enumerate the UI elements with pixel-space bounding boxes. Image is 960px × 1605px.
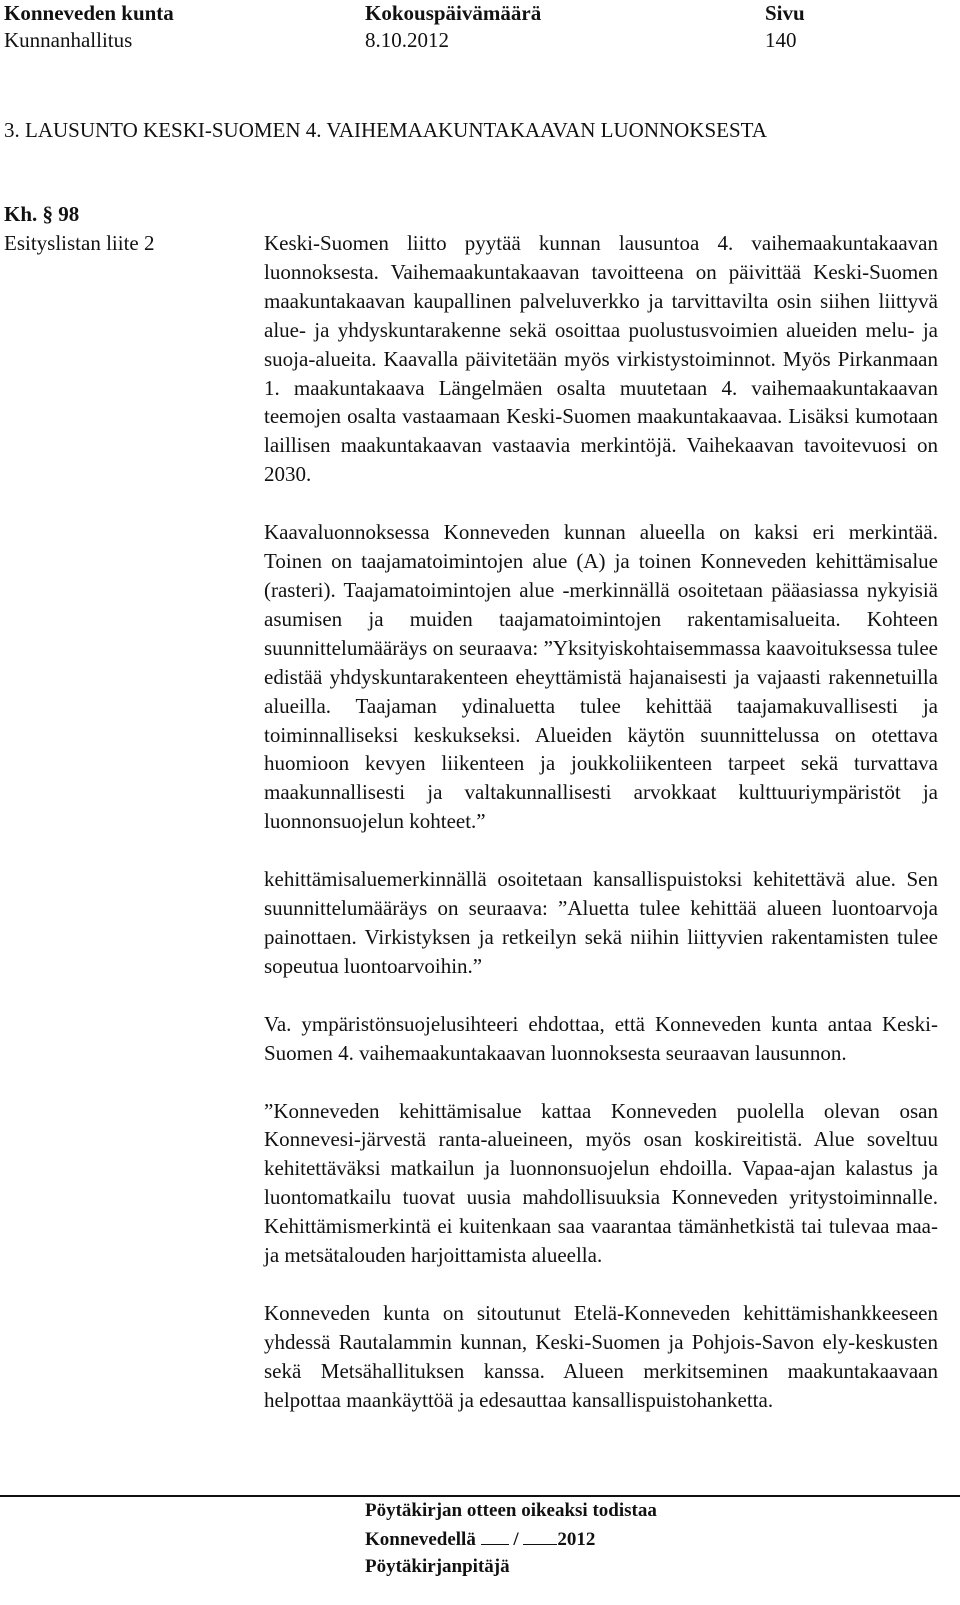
certification-line: Pöytäkirjan otteen oikeaksi todistaa (365, 1500, 657, 1521)
body-paragraph: Konneveden kunta on sitoutunut Etelä-Konneveden kehittämishankkeeseen yhdessä Rautalammin kunnan, Keski-Suomen ja Pohjois-Savon ely-keskusten sekä Metsähallituksen kanssa. Alueen merkitseminen maakuntakaavaan helpottaa maankäyttöä ja edesauttaa kansallispuistohanketta. (264, 1301, 938, 1412)
place-date-line (365, 1528, 595, 1551)
place-name: Konnevedellä (365, 1529, 476, 1550)
day-blank (481, 1528, 509, 1545)
attachment-reference: Esityslistan liite 2 (4, 231, 155, 255)
municipality-name: Konneveden kunta (4, 1, 174, 25)
page-label: Sivu (765, 1, 805, 25)
signer-title: Pöytäkirjanpitäjä (365, 1556, 510, 1577)
year-value: 2012 (557, 1529, 596, 1550)
minutes-body (264, 229, 938, 1415)
page-number: 140 (765, 28, 797, 52)
month-blank (523, 1528, 557, 1545)
body-paragraph: ”Konneveden kehittämisalue kattaa Konneveden puolella olevan osan Konnevesi-järvestä ranta-alueineen, myös osan koskireitistä. Alue soveltuu kehitettäväksi matkailun ja luonnonsuojelun ehdoilla. Vapaa-ajan kalastus ja luontomatkailu tuovat uusia mahdollisuuksia Konneveden yritystoiminnalle. Kehittämismerkintä ei kuitenkaan saa vaarantaa tämänhetkistä tai tulevaa maa- ja metsätalouden harjoittamista alueella. (264, 1098, 938, 1268)
body-paragraph: Va. ympäristönsuojelusihteeri ehdottaa, että Konneveden kunta antaa Keski-Suomen 4. vaihemaakuntakaavan luonnoksesta seuraavan lausunnon. (264, 1011, 938, 1065)
organ-name: Kunnanhallitus (4, 28, 133, 52)
section-title: 3. LAUSUNTO KESKI-SUOMEN 4. VAIHEMAAKUNTAKAAVAN LUONNOKSESTA (4, 118, 767, 142)
date-separator: / (513, 1529, 519, 1550)
paragraph-reference: Kh. § 98 (4, 202, 80, 226)
footer-divider (0, 1495, 960, 1497)
meeting-date-label: Kokouspäivämäärä (365, 1, 542, 25)
body-paragraph: kehittämisaluemerkinnällä osoitetaan kansallispuistoksi kehitettävä alue. Sen suunnittelumääräys on seuraava: ”Aluetta tulee kehittää alueen luontoarvoja painottaen. Virkistyksen ja retkeilyn sekä niihin liittyvien rakentamisten tulee sopeutua luontoarvoihin.” (264, 867, 938, 978)
body-paragraph: Keski-Suomen liitto pyytää kunnan lausuntoa 4. vaihemaakuntakaavan luonnoksesta. Vaihemaakuntakaavan tavoitteena on päivittää Keski-Suomen maakuntakaavan kaupallinen palveluverkko ja tarvittavilta osin siihen liittyvä alue- ja yhdyskuntarakenne sekä osoittaa puolustusvoimien alueiden melu- ja suoja-alueita. Kaavalla päivitetään myös virkistystoiminnot. Myös Pirkanmaan 1. maakuntakaava Längelmäen osalta muutetaan 4. vaihemaakuntakaavan teemojen osalta vastaamaan Keski-Suomen maakuntakaavaa. Lisäksi kumotaan laillisen maakuntakaavan vastaavia merkintöjä. Vaihekaavan tavoitevuosi on 2030. (264, 231, 938, 487)
meeting-date-value: 8.10.2012 (365, 28, 449, 52)
document-header (0, 0, 960, 60)
body-paragraph: Kaavaluonnoksessa Konneveden kunnan alueella on kaksi eri merkintää. Toinen on taajamatoimintojen alue (A) ja toinen Konneveden kehittämisalue (rasteri). Taajamatoimintojen alue -merkinnällä osoitetaan pääasiassa nykyisiä asumisen ja muiden taajamatoimintojen rakentamisalueita. Kohteen suunnittelumääräys on seuraava: ”Yksityiskohtaisemmassa kaavoituksessa tulee edistää yhdyskuntarakenteen eheyttämistä hajanaisesti ja vajaasti rakennetuilla alueilla. Taajaman ydinaluetta tulee kehittää taajamakuvallisesti ja toiminnalliseksi keskukseksi. Alueiden käytön suunnittelussa on otettava huomioon kevyen liikenteen ja joukkoliikenteen tarpeet sekä turvattava maakunnallisesti ja valtakunnallisesti arvokkaat kulttuuriympäristöt ja luonnonsuojelun kohteet.” (264, 520, 938, 834)
